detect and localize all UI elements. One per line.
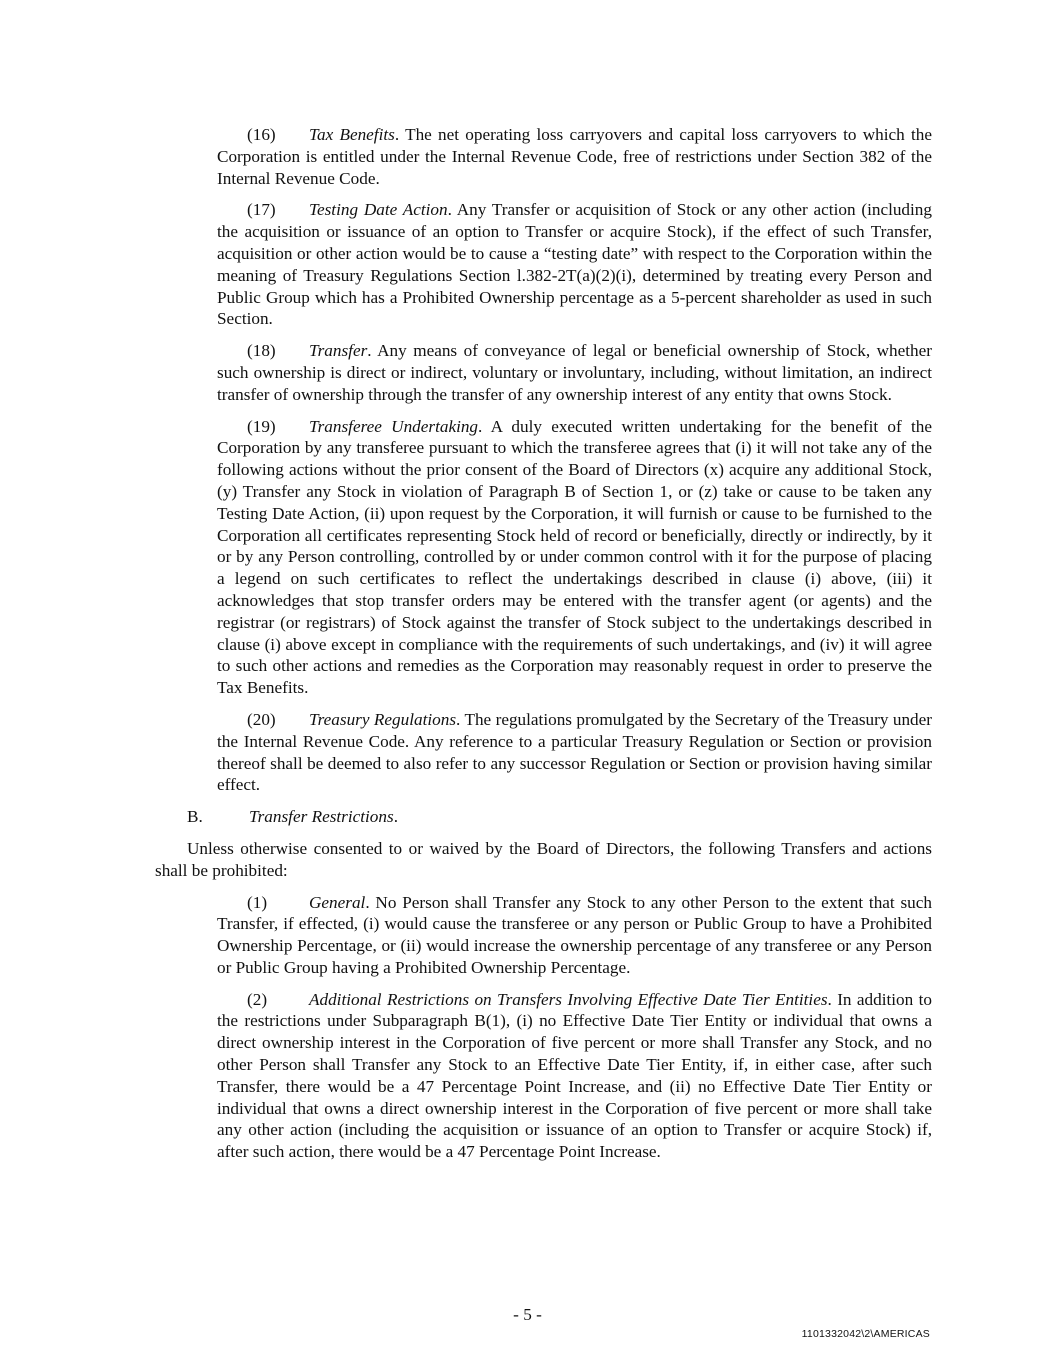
restriction-term: General [309,892,366,912]
definition-18 [217,340,932,405]
page-number: - 5 - [513,1305,542,1324]
definition-number: (20) [247,709,276,729]
defined-term: Treasury Regulations [309,709,457,729]
definition-number: (17) [247,200,276,220]
defined-term: Transfer [309,341,368,361]
restriction-1 [217,892,932,979]
definition-16 [217,124,932,189]
restriction-2 [217,989,932,1163]
definition-number: (19) [247,416,276,436]
definition-number: (16) [247,125,276,144]
definition-text: . Any means of conveyance of legal or beneficial ownership of Stock, whether such ownership is direct or indirect, voluntary or involuntary, including, without limitation, an indirect transfer of ownership through the transfer of any ownership interest of any entity that owns Stock. [217,341,932,404]
document-id: 1101332042\2\AMERICAS [801,1328,930,1340]
section-heading-b [187,806,932,828]
section-title: Transfer Restrictions [249,807,394,827]
restriction-term: Additional Restrictions on Transfers Involving Effective Date Tier Entities [309,989,828,1009]
section-letter: B. [187,807,203,827]
definition-text: . A duly executed written undertaking for the benefit of the Corporation by any transferee pursuant to which the transferee agrees that (i) it will not take any of the following actions without the prior consent of the Board of Directors (x) acquire any additional Stock, (y) Transfer any Stock in violation of Paragraph B of Section 1, or (z) take or cause to be taken any Testing Date Action, (ii) upon request by the Corporation, it will furnish or cause to be furnished to the Corporation all certificates representing Stock held of record or beneficially, directly or indirectly, by it or by any Person controlling, controlled by or under common control with it for the purpose of placing a legend on such certificates to reflect the undertakings described in clause (i) above, (iii) it acknowledges that stop transfer orders may be entered with the transfer agent (or agents) and the registrar (or registrars) of Stock against the transfer of Stock subject to the undertakings described in clause (i) above except in compliance with the requirements of such undertakings, and (iv) it will agree to such other actions and remedies as the Corporation may reasonably request in order to preserve the Tax Benefits. [217,416,932,698]
page-body [155,124,932,1173]
restriction-number: (1) [247,892,268,912]
defined-term: Testing Date Action [309,200,448,220]
section-title-punct: . [393,807,398,827]
defined-term: Tax Benefits [309,125,395,144]
restriction-text: . In addition to the restrictions under Subparagraph B(1), (i) no Effective Date Tier Entity or individual that owns a direct ownership interest in the Corporation of five percent or more shall Transfer any Stock, and no other Person shall Transfer any Stock to an Effective Date Tier Entity, if, in either case, after such Transfer, there would be a 47 Percentage Point Increase, and (ii) no Effective Date Tier Entity or individual that owns a direct ownership interest in the Corporation of five percent or more shall take any other action (including the acquisition or issuance of an option to Transfer or acquire Stock) if, after such action, there would be a 47 Percentage Point Increase. [217,989,932,1162]
defined-term: Transferee Undertaking [309,416,479,436]
section-lead-paragraph: Unless otherwise consented to or waived by the Board of Directors, the following Transfers and actions shall be prohibited: [155,838,932,880]
definition-text: . Any Transfer or acquisition of Stock or any other action (including the acquisition or issuance of an option to Transfer or acquire Stock), if the effect of such Transfer, acquisition or other action would be to cause a “testing date” with respect to the Corporation within the meaning of Treasury Regulations Section l.382-2T(a)(2)(i), determined by treating every Person and Public Group which has a Prohibited Ownership percentage as a 5-percent shareholder as used in such Section. [217,200,932,329]
definition-number: (18) [247,341,276,361]
restriction-number: (2) [247,989,268,1009]
definition-19 [217,416,932,699]
definition-20 [217,709,932,796]
definition-text: . The net operating loss carryovers and capital loss carryovers to which the Corporation is entitled under the Internal Revenue Code, free of restrictions under Section 382 of the Internal Revenue Code. [217,125,932,188]
restriction-text: . No Person shall Transfer any Stock to any other Person to the extent that such Transfer, if effected, (i) would cause the transferee or any person or Public Group to have a Prohibited Ownership Percentage, or (ii) would increase the ownership percentage of any transferee or any Person or Public Group having a Prohibited Ownership Percentage. [217,892,932,977]
definition-text: . The regulations promulgated by the Secretary of the Treasury under the Internal Revenue Code. Any reference to a particular Treasury Regulation or Section or provision thereof shall be deemed to also refer to any successor Regulation or Section or provision having similar effect. [217,709,932,795]
definition-17 [217,199,932,330]
